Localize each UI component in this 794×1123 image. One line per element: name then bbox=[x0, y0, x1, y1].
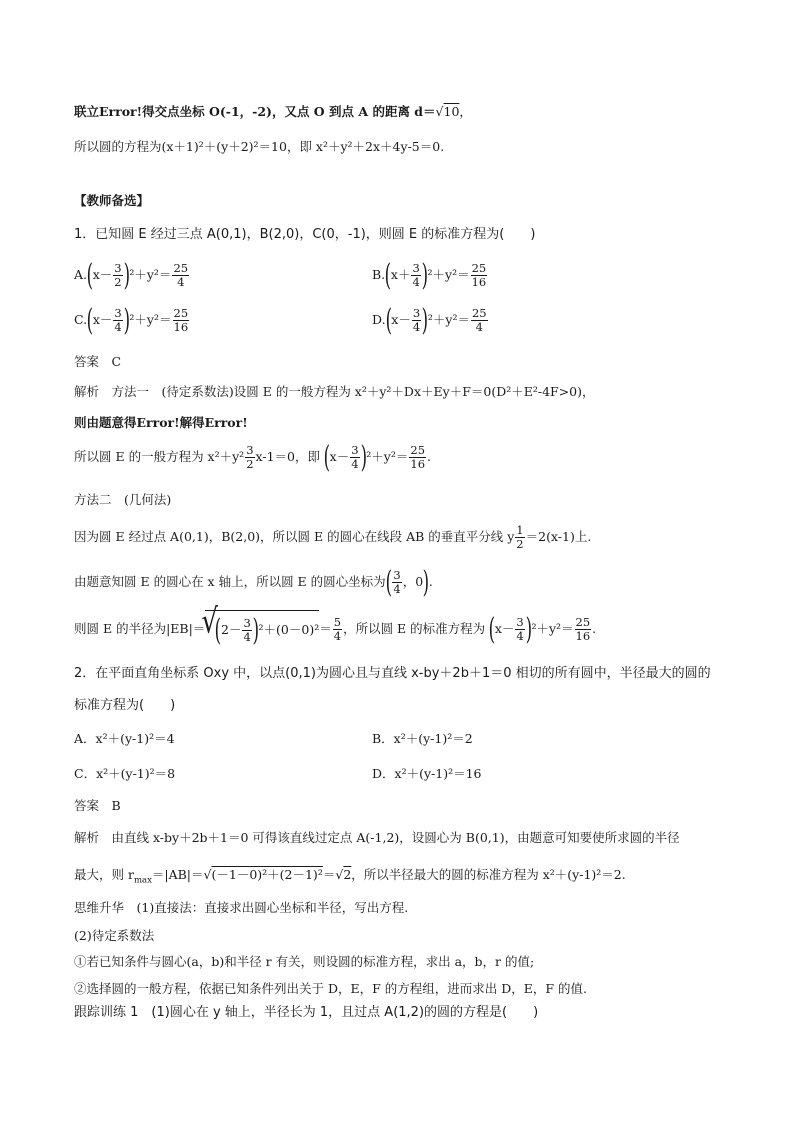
question-2-line-b: 标准方程为( ) bbox=[74, 698, 176, 713]
method-2-line-b: 由题意知圆 E 的圆心在 x 轴上，所以圆 E 的圆心坐标为( $\frac{3}{4}$ ，0). bbox=[74, 564, 433, 600]
summary-line-3: ①若已知条件与圆心(a，b)和半径 r 有关，则设圆的标准方程，求出 a，b，r 的值; bbox=[74, 954, 535, 969]
summary-line-2: (2)待定系数法 bbox=[74, 928, 155, 943]
options-row-2-cd bbox=[74, 765, 754, 783]
method-2-title: 方法二 (几何法) bbox=[74, 492, 172, 507]
teacher-section-heading: 【教师备选】 bbox=[74, 193, 150, 208]
question-2-line-a: 2．在平面直角坐标系 Oxy 中，以点(0,1)为圆心且与直线 x-by＋2b＋1＝0 相切的所有圆中，半径最大的圆的 bbox=[74, 666, 711, 681]
solution-1-line-a: 解析 方法一 (待定系数法)设圆 E 的一般方程为 x²＋y²＋Dx＋Ey＋F＝0(D²＋E²-4F>0)， bbox=[74, 384, 595, 399]
radical-ab: √(－1－0)²＋(2－1)² bbox=[203, 867, 323, 882]
summary-line-4: ②选择圆的一般方程，依据已知条件列出关于 D，E，F 的方程组，进而求出 D，E，F 的值. bbox=[74, 981, 588, 996]
option-2-c: C．x²＋(y-1)²＝8 bbox=[74, 766, 176, 781]
option-2-d: D．x²＋(y-1)²＝16 bbox=[372, 766, 482, 781]
radius-radical: √ (2－ $\frac{3}{4}$ )²＋(0－0)² bbox=[205, 610, 319, 649]
option-b: B.(x＋ $\frac{3}{4}$ )²＋y²＝ $\frac{25}{16}$ bbox=[372, 257, 487, 293]
option-c: C.(x－ $\frac{3}{4}$ )²＋y²＝ $\frac{25}{16}$ bbox=[74, 302, 189, 338]
practice-question: 跟踪训练 1 (1)圆心在 y 轴上，半径长为 1，且过点 A(1,2)的圆的方程是( ) bbox=[74, 1005, 539, 1020]
option-2-a: A．x²＋(y-1)²＝4 bbox=[74, 731, 175, 746]
option-2-b: B．x²＋(y-1)²＝2 bbox=[372, 731, 473, 746]
solution-line-1: 联立Error!得交点坐标 O(-1，-2)，又点 O 到点 A 的距离 d＝√10， bbox=[74, 104, 472, 119]
options-row-cd bbox=[74, 303, 754, 337]
answer-2: 答案 B bbox=[74, 798, 121, 813]
sqrt-10: √10 bbox=[435, 104, 460, 119]
option-a: A.(x－ $\frac{3}{2}$ )²＋y²＝ $\frac{25}{4}$ bbox=[74, 257, 189, 293]
solution-line-2: 所以圆的方程为(x＋1)²＋(y＋2)²＝10，即 x²＋y²＋2x＋4y-5＝0. bbox=[74, 139, 445, 154]
solution-1-line-b: 则由题意得Error!解得Error! bbox=[74, 415, 248, 430]
method-2-line-c: 则圆 E 的半径为|EB|＝√ (2－ $\frac{3}{4}$ )²＋(0－0)²＝ $\frac{5}{4}$ ，所以圆 E 的标准方程为 (x－ $\frac{3}{4}$ )²＋y²＝ $\frac{25}{16}$ . bbox=[74, 610, 754, 648]
solution-2-line-a: 解析 由直线 x-by＋2b＋1＝0 可得该直线过定点 A(-1,2)，设圆心为 B(0,1)，由题意可知要使所求圆的半径 bbox=[74, 830, 680, 845]
method-2-line-a: 因为圆 E 经过点 A(0,1)，B(2,0)，所以圆 E 的圆心在线段 AB 的垂直平分线 y $\frac{1}{2}$ ＝2(x-1)上. bbox=[74, 523, 592, 551]
solution-1-line-c: 所以圆 E 的一般方程为 x²＋y² $\frac{3}{2}$ x-1＝0，即 (x－ $\frac{3}{4}$ )²＋y²＝ $\frac{25}{16}$ . bbox=[74, 439, 431, 475]
question-1: 1．已知圆 E 经过三点 A(0,1)，B(2,0)，C(0，-1)，则圆 E 的标准方程为( ) bbox=[74, 227, 536, 242]
radical-2: √2 bbox=[335, 867, 352, 882]
answer-1: 答案 C bbox=[74, 354, 122, 369]
text-l1a: 联立Error!得交点坐标 O(-1，-2)，又点 O 到点 A 的距离 d＝ bbox=[74, 104, 436, 119]
summary-line-1: 思维升华 (1)直接法：直接求出圆心坐标和半径，写出方程. bbox=[74, 900, 409, 915]
option-d: D.(x－ $\frac{3}{4}$ )²＋y²＝ $\frac{25}{4}$ bbox=[372, 302, 487, 338]
options-row-ab bbox=[74, 258, 754, 292]
solution-2-line-b: 最大，则 $r_{max}=|AB|=√(-1-0)^2+(2-1)^2=√2$，所以半径最大的圆的标准方程为 x²＋(y-1)²＝2. bbox=[74, 867, 626, 886]
options-row-2-ab bbox=[74, 730, 754, 748]
